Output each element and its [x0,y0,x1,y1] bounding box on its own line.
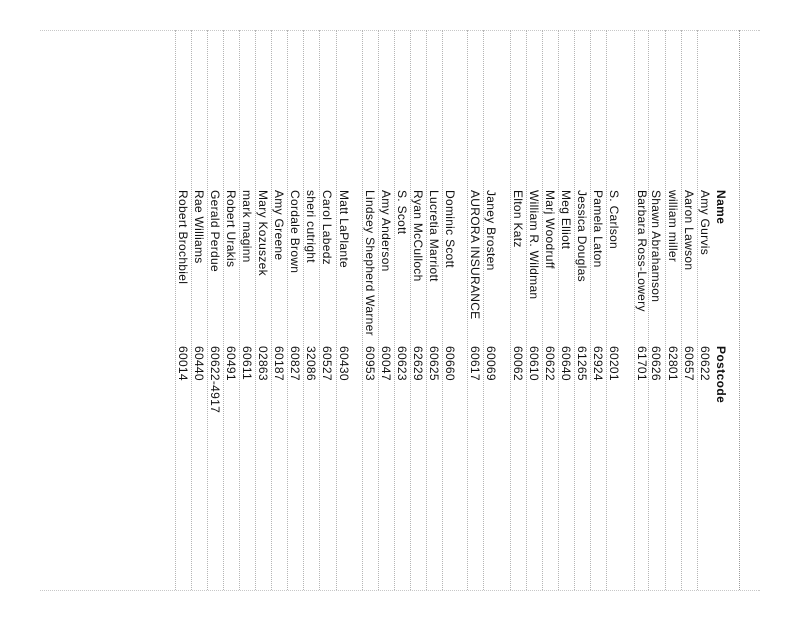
row-postcode: 32086 [304,346,318,381]
row-postcode: 61701 [635,346,649,381]
row-name: Lindsey Shepherd Warner [363,190,377,336]
row-name: Mary Kozuszek [256,190,270,276]
row-postcode: 60626 [649,346,663,381]
row-name: Ryan McCulloch [411,190,425,282]
row-divider [319,30,320,590]
row-name: sheri cutright [304,190,318,263]
left-guide-line [40,30,760,31]
row-postcode: 60622 [698,346,712,381]
row-name: Marj Woodruff [543,190,557,269]
row-name: Cordale Brown [288,190,302,274]
row-postcode: 60657 [682,346,696,381]
row-name: Dominic Scott [443,190,457,268]
row-divider [606,30,607,590]
row-postcode: 60440 [192,346,206,381]
row-divider [442,30,443,590]
row-postcode: 60623 [395,346,409,381]
row-name: Amy Anderson [379,190,393,272]
row-divider [697,30,698,590]
row-divider [410,30,411,590]
row-postcode: 60622 [543,346,557,381]
row-divider [665,30,666,590]
row-postcode: 60014 [176,346,190,381]
row-name: Shawn Abrahamson [649,190,663,303]
row-divider [467,30,468,590]
row-postcode: 60491 [224,346,238,381]
row-divider [207,30,208,590]
row-name: AURORA INSURANCE [468,190,482,320]
row-name: Matt LaPlante [337,190,351,268]
row-name: Jessica Douglas [575,190,589,282]
row-postcode: 60187 [272,346,286,381]
row-name: S. Carlson [607,190,621,250]
row-postcode: 60617 [468,346,482,381]
row-divider [239,30,240,590]
row-name: william miller [666,190,680,263]
row-postcode: 60953 [363,346,377,381]
row-divider [336,30,337,590]
row-divider [574,30,575,590]
row-divider [191,30,192,590]
column-header-name: Name [714,190,728,225]
row-name: Amy Gurvis [698,190,712,256]
row-name: Pamela Laton [591,190,605,268]
row-divider [558,30,559,590]
row-postcode: 62629 [411,346,425,381]
row-divider [175,30,176,590]
row-postcode: 60527 [320,346,334,381]
row-name: Lucretia Marriott [427,190,441,282]
row-name: Gerald Perdue [208,190,222,272]
row-divider [303,30,304,590]
row-name: S. Scott [395,190,409,235]
row-postcode: 60827 [288,346,302,381]
row-name: Aaron Lawson [682,190,696,271]
row-postcode: 60610 [527,346,541,381]
row-name: William R. Wildman [527,190,541,300]
row-divider [483,30,484,590]
row-divider [542,30,543,590]
row-name: Rae Williams [192,190,206,264]
row-name: Elton Katz [511,190,525,248]
row-postcode: 62924 [591,346,605,381]
row-name: Amy Greene [272,190,286,261]
row-divider [681,30,682,590]
column-header-postcode: Postcode [714,346,728,404]
row-divider [271,30,272,590]
row-postcode: 60047 [379,346,393,381]
row-divider [510,30,511,590]
row-postcode: 60640 [559,346,573,381]
row-name: Robert Brochbiel [176,190,190,285]
row-postcode: 62801 [666,346,680,381]
row-postcode: 02863 [256,346,270,381]
row-postcode: 60069 [484,346,498,381]
top-dotted-margin [739,30,800,590]
row-divider [255,30,256,590]
row-name: Carol Labedz [320,190,334,265]
row-name: mark maginn [240,190,254,263]
row-divider [526,30,527,590]
row-divider [223,30,224,590]
row-name: Barbara Ross-Lowery [635,190,649,312]
row-postcode: 60430 [337,346,351,381]
row-name: Janey Brosten [484,190,498,271]
row-divider [362,30,363,590]
right-guide-line [40,590,760,591]
row-postcode: 60622-4917 [208,346,222,414]
row-postcode: 60625 [427,346,441,381]
row-divider [378,30,379,590]
row-divider [394,30,395,590]
row-postcode: 60660 [443,346,457,381]
row-divider [426,30,427,590]
row-postcode: 60201 [607,346,621,381]
row-name: Meg Elliott [559,190,573,250]
row-divider [634,30,635,590]
row-divider [287,30,288,590]
row-postcode: 60062 [511,346,525,381]
row-postcode: 60611 [240,346,254,380]
row-name: Robert Urakis [224,190,238,268]
row-divider [590,30,591,590]
row-postcode: 61265 [575,346,589,381]
